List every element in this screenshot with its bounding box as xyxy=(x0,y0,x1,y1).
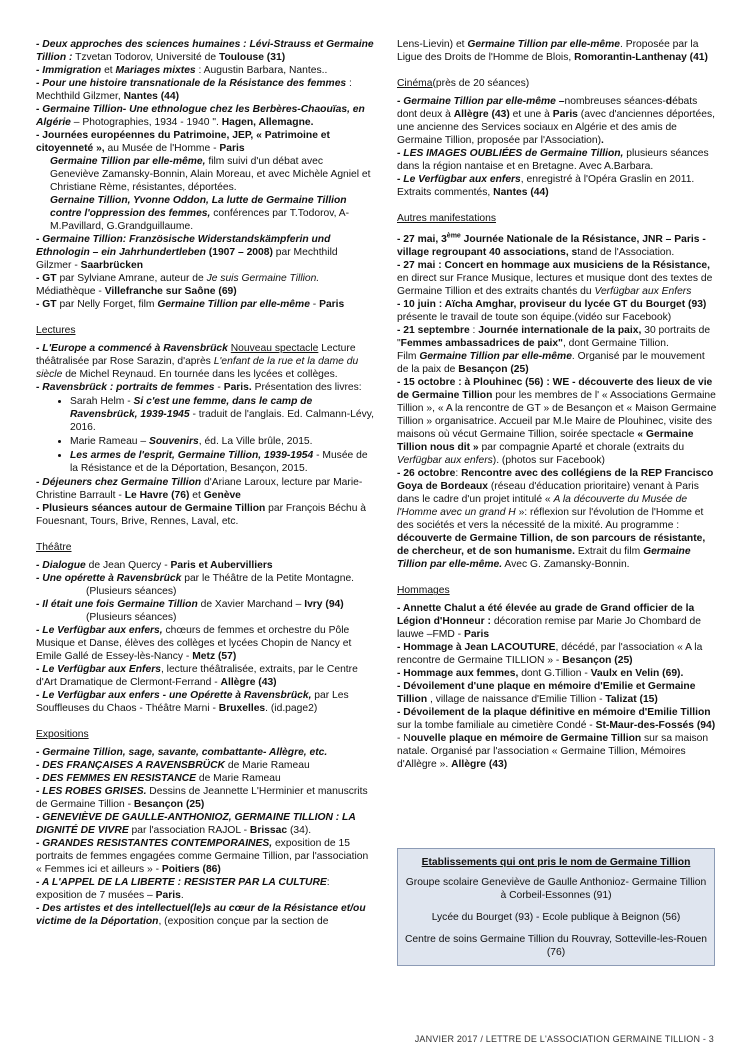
autres-entry-4: - 21 septembre : Journée internationale de la paix, 30 portraits de "Femmes ambassadrices de paix", dont Germaine Tillion. xyxy=(397,325,711,350)
theatre-entry-2: - Une opérette à Ravensbrück par le Théâtre de la Petite Montagne. xyxy=(36,573,355,584)
expositions-entry-8: - Des artistes et des intellectuel(le)s au cœur de la Résistance et/ou victime de la Déportation, (exposition conçue par la section de xyxy=(36,903,366,927)
expositions-entry-6: - GRANDES RESISTANTES CONTEMPORAINES, exposition de 15 portraits de femmes engagées comme Germaine Tillion, par l'association « Femmes ici et ailleurs » - Poitiers (86) xyxy=(36,838,369,875)
list-item: • Marie Rameau – Souvenirs, éd. La Ville brûle, 2015. xyxy=(70,435,374,448)
establishment-item: Groupe scolaire Geneviève de Gaulle Anthonioz- Germaine Tillion à Corbeil-Essonnes (91) xyxy=(405,877,707,901)
expositions-entry-3: - DES FEMMES EN RESISTANCE de Marie Rameau xyxy=(36,773,281,784)
expositions-entry-2: - DES FRANÇAISES A RAVENSBRÜCK de Marie Rameau xyxy=(36,760,310,771)
section-hommages xyxy=(397,584,717,771)
hommages-entry-2: - Hommage à Jean LACOUTURE, décédé, par l'association « A la rencontre de Germaine TILLION » - Besançon (25) xyxy=(397,642,703,667)
hommages-entry-3: - Hommage aux femmes, dont G.Tillion - Vaulx en Velin (69). xyxy=(397,668,684,680)
establishments-title: Etablissements qui ont pris le nom de Germaine Tillion xyxy=(421,857,691,868)
exposition-continuation: Lens-Lievin) et Germaine Tillion par elle-même. Proposée par la Ligue des Droits de l'Homme de Blois, Romorantin-Lanthenay (41) xyxy=(397,39,708,63)
section-expositions xyxy=(36,728,374,928)
lectures-heading: Lectures xyxy=(36,325,76,336)
expositions-entry-4: - LES ROBES GRISES. Dessins de Jeannette L'Herminier et manuscrits de Germaine Tillion - Besançon (25) xyxy=(36,786,368,810)
right-column xyxy=(397,38,717,771)
establishment-item: Lycée du Bourget (93) - Ecole publique à Beignon (56) xyxy=(431,912,681,923)
intro-entry-4: - Germaine Tillion- Une ethnologue chez les Berbères-Chaouïas, en Algérie – Photographies, 1934 - 1940 ". Hagen, Allemagne. xyxy=(36,104,365,128)
hommages-entry-6: - Nouvelle plaque en mémoire de Germaine Tillion sur sa maison natale. Organisé par l'association « Germaine Tillion, Mémoires d'Allègre ». Allègre (43) xyxy=(397,733,709,771)
cinema-entry-2: - LES IMAGES OUBLIÉES de Germaine Tillion, plusieurs séances dans la région nantaise et en Bretagne. Avec A.Barbara. xyxy=(397,148,709,172)
expositions-heading: Expositions xyxy=(36,729,89,740)
expositions-entry-7: - A L'APPEL DE LA LIBERTE : RESISTER PAR LA CULTURE: exposition de 7 musées – Paris. xyxy=(36,877,330,901)
autres-entry-4-film: Film Germaine Tillion par elle-même. Organisé par le mouvement de la paix de Besançon (25) xyxy=(397,351,705,376)
cinema-entry-1: - Germaine Tillion par elle-même –nombreuses séances-débats dont deux à Allègre (43) et une à Paris (avec d'anciennes déportées, une ancienne des Services sociaux en Algérie et des amis de Germaine Tillion, proposée par l'Association). xyxy=(397,96,715,146)
intro-entry-7: Gernaine Tillion, Yvonne Oddon, La lutte de Germaine Tillion contre l'oppression des femmes, conférences par T.Todorov, A-M.Pavillard, G.Grandguillaume. xyxy=(50,195,350,232)
lectures-book-list xyxy=(36,395,374,475)
autres-entry-6: - 26 octobre: Rencontre avec des collégiens de la REP Francisco Goya de Bordeaux (réseau d'éducation prioritaire) venant à Paris dans le cadre d'un projet intitulé « A la découverte du Musée de l'Homme avec un grand H »: réflexion sur l'évolution de l'Homme et des sociétés et vers la nécessité de la mixité. Au programme : découverte de Germaine Tillion, de son parcours de résistante, de chercheur, et de son humanisme. Extrait du film Germaine Tillion par elle-même. Avec G. Zamansky-Bonnin. xyxy=(397,468,714,571)
establishments-box xyxy=(397,848,715,966)
hommages-entry-1: - Annette Chalut a été élevée au grade de Grand officier de la Légion d'Honneur : décoration remise par Marie Jo Chombard de lauwe –FMD - Paris xyxy=(397,603,702,641)
intro-entry-2: - Immigration et Mariages mixtes : Augustin Barbara, Nantes.. xyxy=(36,65,328,76)
lectures-entry-2: - Ravensbrück : portraits de femmes - Paris. Présentation des livres: xyxy=(36,382,362,393)
intro-entry-9: - GT par Sylviane Amrane, auteur de Je suis Germaine Tillion. Médiathèque - Villefranche sur Saône (69) xyxy=(36,273,320,297)
autres-heading: Autres manifestations xyxy=(397,213,497,224)
left-column xyxy=(36,38,374,928)
intro-entry-6: Germaine Tillion par elle-même, film suivi d'un débat avec Geneviève Zamansky-Bonnin, Alain Moreau, et avec Michèle Agniel et Christiane Rème, résistantes, déportées. xyxy=(50,156,371,193)
lectures-entry-3: - Déjeuners chez Germaine Tillion d'Ariane Laroux, lecture par Marie-Christine Barrault - Le Havre (76) et Genève xyxy=(36,477,363,501)
hommages-entry-5: - Dévoilement de la plaque définitive en mémoire d'Emilie Tillion sur la tombe familiale au cimetière Condé - St-Maur-des-Fossés (94) xyxy=(397,707,716,732)
intro-entry-8: - Germaine Tillion: Französische Widerstandskämpferin und Ethnologin – ein Jahrhundertleben (1907 – 2008) par Mechthild Gilzmer - Saarbrücken xyxy=(36,234,338,271)
theatre-entry-5: - Le Verfügbar aux Enfers, lecture théâtralisée, extraits, par le Centre d'Art Dramatique de Clermont-Ferrand - Allègre (43) xyxy=(36,664,358,688)
expositions-entry-5: - GENEVIÈVE DE GAULLE-ANTHONIOZ, GERMAINE TILLION : LA DIGNITÉ DE VIVRE par l'association RAJOL - Brissac (34). xyxy=(36,812,356,836)
autres-entry-2: - 27 mai : Concert en hommage aux musiciens de la Résistance, en direct sur France Musique, lectures et musique dont des textes de Germaine Tillion et des extraits chantés du Verfügbar aux Enfers xyxy=(397,260,713,298)
theatre-entry-4: - Le Verfügbar aux enfers, chœurs de femmes et orchestre du Pôle Musique et Danse, élèves des collèges et lycées Chopin de Nancy et Emile Gallé de Essey-lès-Nancy - Metz (57) xyxy=(36,625,352,662)
section-cinema xyxy=(397,77,717,199)
theatre-entry-6: - Le Verfügbar aux enfers - une Opérette à Ravensbrück, par Les Souffleuses du Chaos - Théâtre Marni - Bruxelles. (id.page2) xyxy=(36,690,349,714)
section-autres-manifestations xyxy=(397,212,717,571)
autres-entry-1: - 27 mai, 3ème Journée Nationale de la Résistance, JNR – Paris - village regroupant 40 associations, stand de l'Association. xyxy=(397,233,706,259)
expositions-entry-1: - Germaine Tillion, sage, savante, combattante- Allègre, etc. xyxy=(36,747,328,758)
hommages-heading: Hommages xyxy=(397,585,450,597)
establishment-item: Centre de soins Germaine Tillion du Rouvray, Sotteville-les-Rouen (76) xyxy=(405,934,707,958)
section-lectures xyxy=(36,324,374,528)
lectures-entry-4: - Plusieurs séances autour de Germaine Tillion par François Béchu à Fouesnant, Tours, Brive, Rennes, Laval, etc. xyxy=(36,503,367,527)
page-footer: JANVIER 2017 / LETTRE DE L'ASSOCIATION GERMAINE TILLION - 3 xyxy=(414,1034,714,1044)
theatre-entry-1: - Dialogue de Jean Quercy - Paris et Aubervilliers xyxy=(36,560,273,571)
autres-entry-3: - 10 juin : Aïcha Amghar, proviseur du lycée GT du Bourget (93) présente le travail de toute son équipe.(vidéo sur Facebook) xyxy=(397,299,707,324)
theatre-entry-3: - Il était une fois Germaine Tillion de Xavier Marchand – Ivry (94) xyxy=(36,599,344,610)
intro-entry-3: - Pour une histoire transnationale de la Résistance des femmes : Mechthild Gilzmer, Nantes (44) xyxy=(36,78,352,102)
list-item: • Sarah Helm - Si c'est une femme, dans le camp de Ravensbrück, 1939-1945 - traduit de l'anglais. Ed. Calmann-Lévy, 2016. xyxy=(70,395,374,434)
theatre-entry-2-note: (Plusieurs séances) xyxy=(86,586,177,597)
hommages-entry-4: - Dévoilement d'une plaque en mémoire d'Emilie et Germaine Tillion , village de naissance d'Emilie Tillion - Talizat (15) xyxy=(397,681,696,706)
intro-entry-10: - GT par Nelly Forget, film Germaine Tillion par elle-même - Paris xyxy=(36,299,345,310)
intro-entry-5: - Journées européennes du Patrimoine, JEP, « Patrimoine et citoyenneté », au Musée de l'Homme - Paris xyxy=(36,130,330,154)
list-item: • Les armes de l'esprit, Germaine Tillion, 1939-1954 - Musée de la Résistance et de la Déportation, Besançon, 2015. xyxy=(70,449,374,475)
intro-entry-1: - Deux approches des sciences humaines : Lévi-Strauss et Germaine Tillion : Tzvetan Todorov, Université de Toulouse (31) xyxy=(36,39,374,63)
autres-entry-5: - 15 octobre : à Plouhinec (56) : WE - découverte des lieux de vie de Germaine Tillion pour les membres de l' « Associations Germaine Tillion », « A la rencontre de GT » de Besançon et « Maison Germaine Tillion » organisatrice. Accueil par M.le Maire de Plouhinec, visite des maisons où vécut Germaine Tillion, soirée spectacle « Germaine Tillion nous dit » par compagnie Aparté et chorale (extraits du Verfügbar aux enfers). (photos sur Facebook) xyxy=(397,377,717,467)
theatre-entry-3-note: (Plusieurs séances) xyxy=(86,612,177,623)
cinema-entry-3: - Le Verfügbar aux enfers, enregistré à l'Opéra Graslin en 2011. Extraits commentés, Nantes (44) xyxy=(397,174,695,198)
theatre-heading: Théâtre xyxy=(36,542,72,553)
section-theatre xyxy=(36,541,374,715)
cinema-heading: Cinéma(près de 20 séances) xyxy=(397,78,530,89)
lectures-entry-1: - L'Europe a commencé à Ravensbrück Nouveau spectacle Lecture théâtralisée par Rose Sarazin, d'après L'enfant de la rue et la dame du siècle de Michel Reynaud. En tournée dans les lycées et collèges. xyxy=(36,343,359,380)
